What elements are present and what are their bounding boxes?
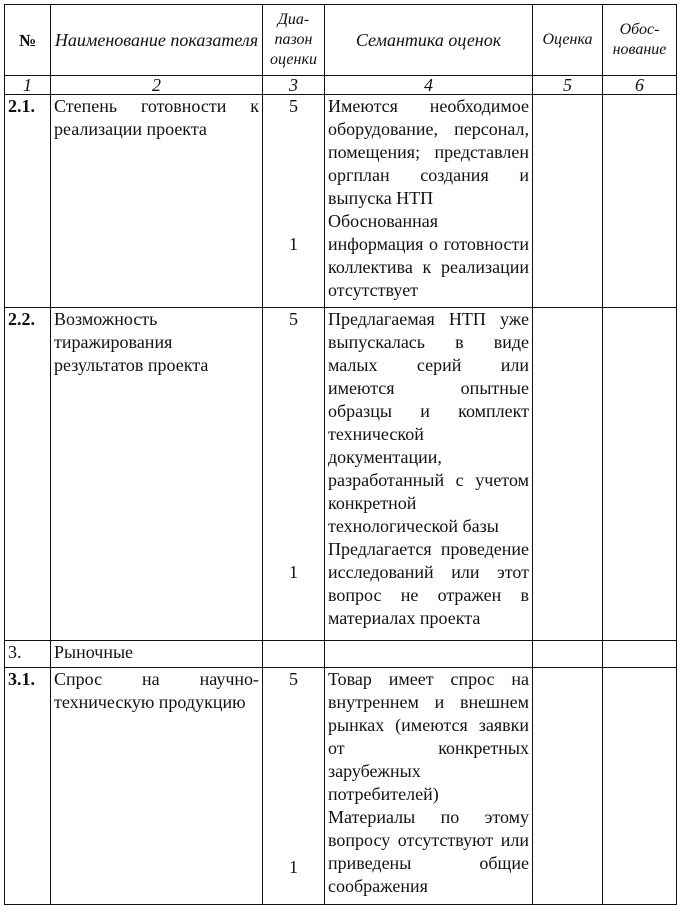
semantics-high: Товар имеет спрос на внутреннем и внешнем рынках (имеются заявки от конкретных зарубежных потребителей)	[328, 669, 529, 804]
score-cell	[533, 668, 603, 905]
table-row	[5, 95, 677, 308]
column-number: 5	[533, 76, 603, 95]
justification-cell	[603, 95, 677, 308]
header-number: №	[5, 5, 51, 76]
column-number: 3	[263, 76, 325, 95]
score-cell	[533, 308, 603, 641]
range-low: 1	[289, 562, 298, 582]
header-range: Диа-пазон оценки	[263, 5, 325, 76]
indicator-name	[51, 308, 263, 641]
score-cell	[533, 95, 603, 308]
semantics-cell	[325, 641, 533, 668]
header-name: Наименование показателя	[51, 5, 263, 76]
range-high: 5	[289, 309, 298, 329]
row-number: 3.	[5, 641, 51, 668]
column-number: 6	[603, 76, 677, 95]
header-justification: Обос-нование	[603, 5, 677, 76]
header-semantics: Семантика оценок	[325, 5, 533, 76]
table-header-row	[5, 5, 677, 76]
semantics-cell	[325, 308, 533, 641]
column-number: 2	[51, 76, 263, 95]
semantics-low: Обоснованная информация о готовности коллектива к реализации отсутствует	[328, 211, 529, 300]
indicator-name	[51, 95, 263, 308]
range-low: 1	[289, 234, 298, 254]
semantics-low: Предлагается проведение исследований или этот вопрос не отражен в материалах проекта	[328, 539, 529, 628]
table-row	[5, 668, 677, 905]
header-score: Оценка	[533, 5, 603, 76]
range-cell	[263, 641, 325, 668]
column-number: 4	[325, 76, 533, 95]
row-number: 2.2.	[5, 308, 51, 641]
row-number: 3.1.	[5, 668, 51, 905]
score-cell	[533, 641, 603, 668]
indicator-name-text: Спрос на научно-техническую продукцию	[54, 669, 259, 712]
semantics-low: Материалы по этому вопросу отсутствуют или приведены общие соображения	[328, 807, 529, 896]
range-high: 5	[289, 669, 298, 689]
column-number-row	[5, 76, 677, 95]
range-cell	[263, 95, 325, 308]
table-row	[5, 308, 677, 641]
column-number: 1	[5, 76, 51, 95]
indicator-name-text: Возможность тиражирования результатов проекта	[54, 309, 209, 375]
table-row	[5, 641, 677, 668]
justification-cell	[603, 668, 677, 905]
range-cell	[263, 308, 325, 641]
range-high: 5	[289, 96, 298, 116]
indicator-name	[51, 668, 263, 905]
semantics-high: Предлагаемая НТП уже выпускалась в виде малых серий или имеются опытные образцы и комплект технической документации, разработанный с учетом конкретной технологической базы	[328, 309, 529, 536]
indicator-name: Рыночные	[51, 641, 263, 668]
range-cell	[263, 668, 325, 905]
semantics-cell	[325, 668, 533, 905]
justification-cell	[603, 308, 677, 641]
semantics-cell	[325, 95, 533, 308]
justification-cell	[603, 641, 677, 668]
indicator-name-text: Степень готовности к реализации проекта	[54, 96, 259, 139]
row-number: 2.1.	[5, 95, 51, 308]
semantics-high: Имеются необходимое оборудование, персонал, помещения; представлен оргплан создания и выпуска НТП	[328, 96, 529, 208]
evaluation-table	[4, 4, 677, 905]
range-low: 1	[289, 857, 298, 877]
